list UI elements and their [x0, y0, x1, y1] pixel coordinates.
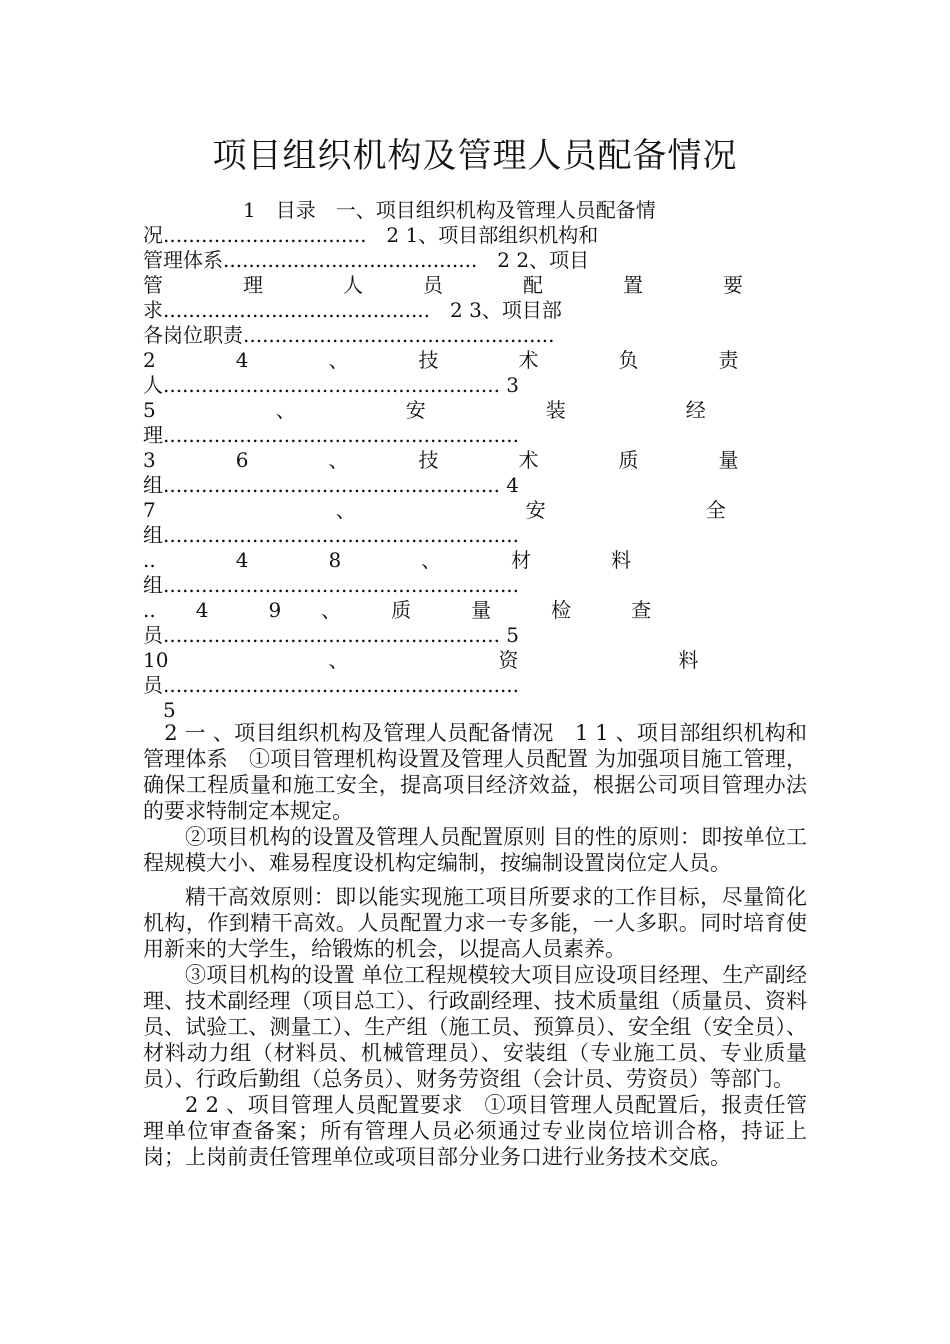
toc-line: 组..................................................... 4: [143, 473, 520, 497]
table-of-contents: [143, 198, 807, 723]
toc-line: 管理体系........................................ 2 2、项目: [143, 248, 590, 272]
toc-line: 2 4 、 技 术 负 责: [143, 348, 739, 372]
toc-line: 人..................................................... 3: [143, 373, 520, 397]
toc-line: 求.......................................... 2 3、项目部: [143, 298, 562, 322]
toc-line: 管 理 人 员 配 置 要: [143, 273, 743, 297]
toc-line: 各岗位职责.................................................: [143, 323, 555, 347]
toc-line: 组........................................................: [143, 523, 520, 547]
paragraph: 2 2 、项目管理人员配置要求 ①项目管理人员配置后，报责任管理单位审查备案；所有管理人员必须通过专业岗位培训合格，持证上岗；上岗前责任管理单位或项目部分业务口进行业务技术交底。: [143, 1093, 807, 1169]
toc-line: 1 目录 一、项目组织机构及管理人员配备情: [143, 198, 656, 222]
document-body: [143, 720, 807, 1170]
paragraph: ②项目机构的设置及管理人员配置原则 目的性的原则：即按单位工程规模大小、难易程度设机构定编制，按编制设置岗位定人员。: [143, 825, 807, 875]
toc-line: .. 4 9 、 质 量 检 查: [143, 598, 652, 622]
document-title: 项目组织机构及管理人员配备情况: [212, 136, 738, 176]
paragraph: ③项目机构的设置 单位工程规模较大项目应设项目经理、生产副经理、技术副经理（项目总工）、行政副经理、技术质量组（质量员、资料员、试验工、测量工）、生产组（施工员、预算员）、安全组（安全员）、材料动力组（材料员、机械管理员）、安装组（专业施工员、专业质量员）、行政后勤组（总务员）、财务劳资组（会计员、劳资员）等部门。: [143, 963, 807, 1091]
toc-line: 员..................................................... 5: [143, 623, 520, 647]
toc-line: 3 6 、 技 术 质 量: [143, 448, 739, 472]
toc-line: 况................................ 2 1、项目部组织机构和: [143, 223, 599, 247]
toc-line: 7 、 安 全: [143, 498, 726, 522]
toc-line: 组........................................................: [143, 573, 520, 597]
toc-line: 员........................................................: [143, 673, 520, 697]
toc-line: 理........................................................: [143, 423, 520, 447]
toc-line: 10 、 资 料: [143, 648, 699, 672]
toc-line: 5: [143, 698, 176, 722]
toc-line: .. 4 8 、 材 料: [143, 548, 632, 572]
paragraph: 2 一 、项目组织机构及管理人员配备情况 1 1 、项目部组织机构和管理体系 ①项目管理机构设置及管理人员配置 为加强项目施工管理，确保工程质量和施工安全，提高项目经济效益，根据公司项目管理办法的要求特制定本规定。: [143, 721, 807, 823]
paragraph: 精干高效原则：即以能实现施工项目所要求的工作目标，尽量简化机构，作到精干高效。人员配置力求一专多能，一人多职。同时培育使用新来的大学生，给锻炼的机会，以提高人员素养。: [143, 885, 807, 961]
toc-line: 5 、 安 装 经: [143, 398, 706, 422]
